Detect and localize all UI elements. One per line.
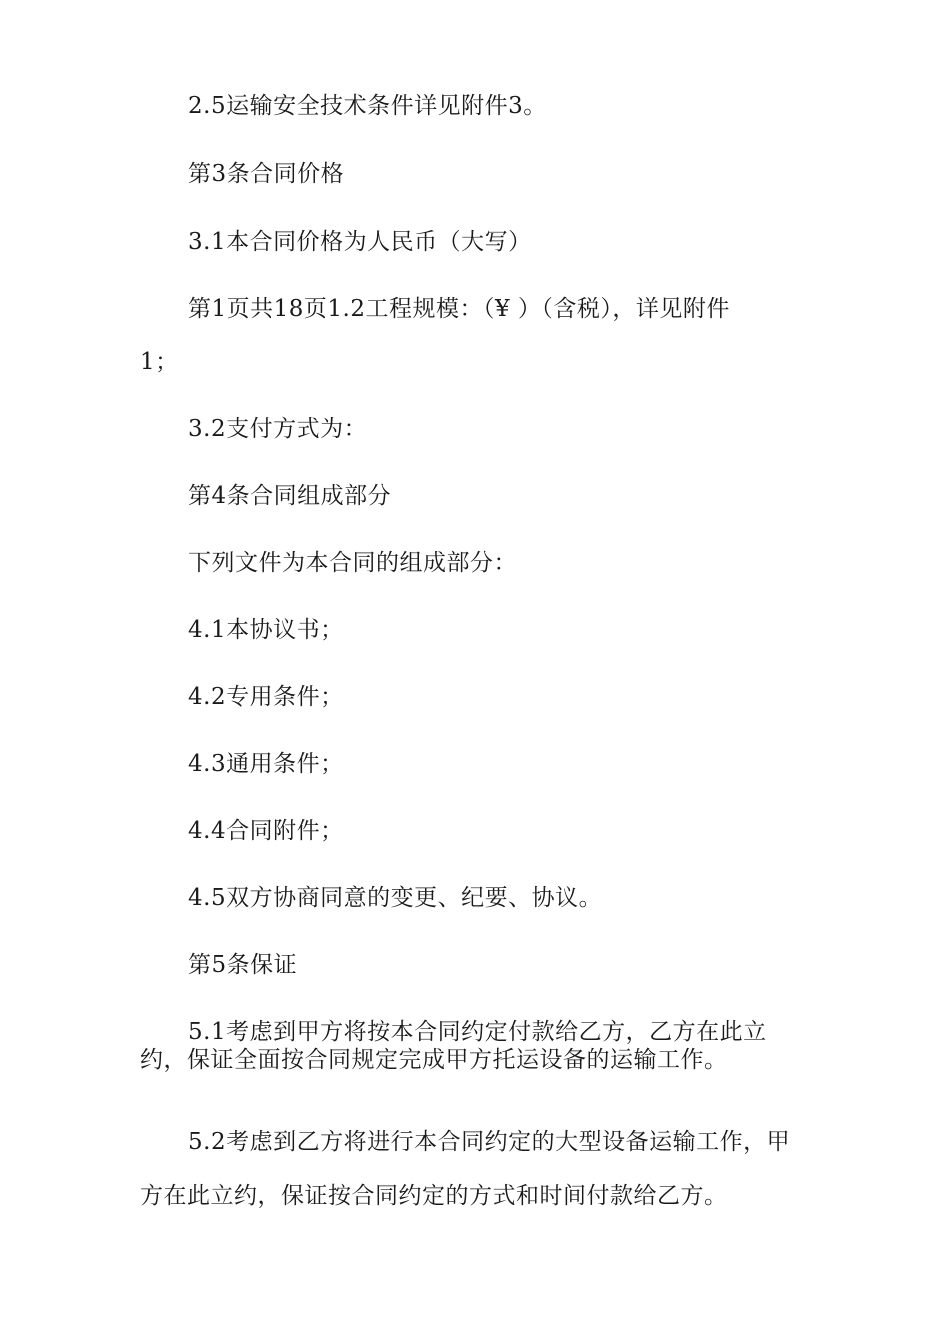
page-footer-and-clause-1-2: 第1页共18页1.2工程规模：（¥ ）（含税），详见附件 — [188, 296, 730, 322]
clause-5-2: 5.2考虑到乙方将进行本合同约定的大型设备运输工作，甲 — [188, 1129, 791, 1155]
article-5-heading: 第5条保证 — [188, 952, 298, 978]
article-4-intro: 下列文件为本合同的组成部分： — [188, 550, 517, 576]
clause-2-5: 2.5运输安全技术条件详见附件3。 — [188, 93, 547, 119]
clause-4-5: 4.5双方协商同意的变更、纪要、协议。 — [188, 885, 603, 911]
clause-4-2: 4.2专用条件； — [188, 684, 344, 710]
clause-4-1: 4.1本协议书； — [188, 617, 344, 643]
article-4-heading: 第4条合同组成部分 — [188, 483, 392, 509]
clause-5-2-continuation: 方在此立约，保证按合同约定的方式和时间付款给乙方。 — [140, 1183, 728, 1209]
clause-4-3: 4.3通用条件； — [188, 751, 344, 777]
clause-5-1: 5.1考虑到甲方将按本合同约定付款给乙方，乙方在此立 — [188, 1019, 767, 1045]
clause-5-1-continuation: 约，保证全面按合同规定完成甲方托运设备的运输工作。 — [140, 1047, 728, 1073]
clause-4-4: 4.4合同附件； — [188, 818, 344, 844]
clause-3-2: 3.2支付方式为： — [188, 416, 368, 442]
clause-1-2-continuation: 1； — [140, 349, 179, 375]
clause-3-1: 3.1本合同价格为人民币（大写） — [188, 229, 532, 255]
article-3-heading: 第3条合同价格 — [188, 161, 345, 187]
